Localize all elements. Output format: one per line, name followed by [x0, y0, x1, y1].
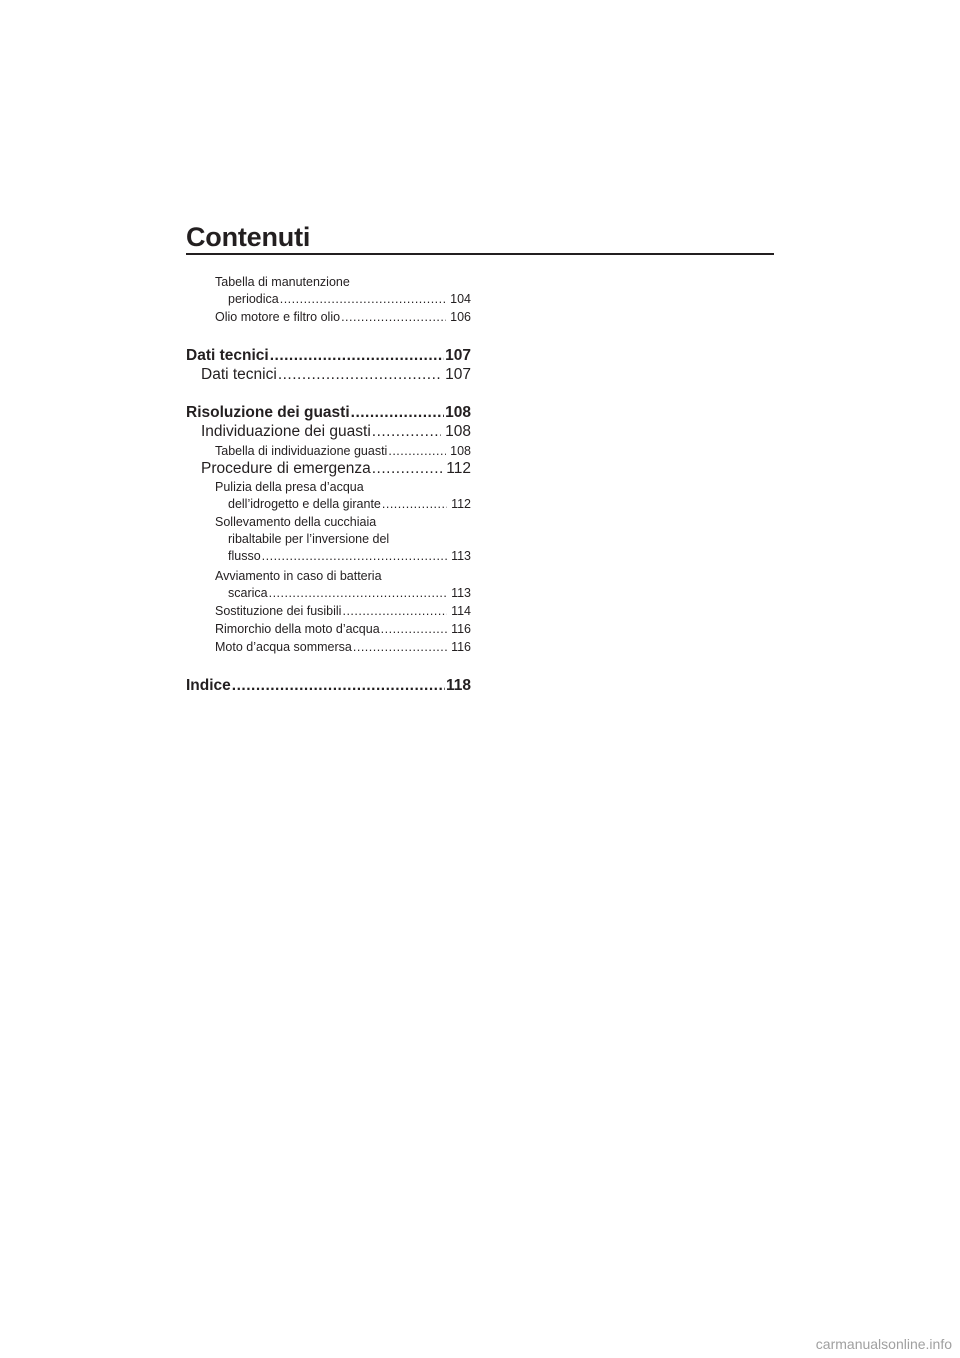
dot-leader — [381, 622, 447, 636]
toc-entry-olio-motore[interactable] — [186, 310, 471, 324]
title-rule — [186, 253, 774, 255]
toc-section-label: Risoluzione dei guasti — [186, 404, 350, 421]
dot-leader — [353, 640, 447, 654]
dot-leader — [372, 460, 443, 478]
toc-entry-label: Rimorchio della moto d’acqua — [215, 622, 380, 636]
dot-leader — [269, 586, 447, 600]
toc-section-dati-tecnici[interactable] — [186, 347, 471, 365]
toc-section-label: Dati tecnici — [186, 347, 269, 364]
toc-entry-avviamento-line1[interactable]: Avviamento in caso di batteria — [215, 569, 382, 583]
toc-entry-label: dell’idrogetto e della girante — [228, 497, 381, 511]
toc-page-number: 108 — [445, 423, 471, 440]
toc-page-number: 104 — [450, 292, 471, 306]
dot-leader — [388, 444, 446, 458]
toc-entry-tabella-manutenzione-line1[interactable]: Tabella di manutenzione — [215, 275, 350, 289]
toc-entry-label: scarica — [228, 586, 268, 600]
dot-leader — [280, 292, 446, 306]
toc-page-number: 116 — [451, 622, 471, 636]
toc-page-number: 113 — [451, 549, 471, 563]
toc-page-number: 107 — [445, 347, 471, 364]
page-title: Contenuti — [186, 222, 311, 252]
footer-watermark: carmanualsonline.info — [815, 1336, 952, 1352]
toc-page-number: 108 — [445, 404, 471, 421]
toc-entry-pulizia-presa-line1[interactable]: Pulizia della presa d’acqua — [215, 480, 364, 494]
toc-page-number: 116 — [451, 640, 471, 654]
toc-page-number: 114 — [451, 604, 471, 618]
toc-entry-label: Sostituzione dei fusibili — [215, 604, 342, 618]
toc-page-number: 113 — [451, 586, 471, 600]
dot-leader — [342, 604, 447, 618]
toc-entry-sollevamento-line1[interactable]: Sollevamento della cucchiaia — [215, 515, 377, 529]
dot-leader — [232, 677, 445, 695]
toc-page-number: 118 — [445, 677, 471, 694]
toc-entry-dati-tecnici[interactable] — [186, 366, 471, 384]
dot-leader — [351, 404, 444, 422]
toc-entry-procedure-emergenza[interactable] — [186, 460, 471, 478]
toc-section-label: Indice — [186, 677, 231, 694]
toc-entry-label: flusso — [228, 549, 261, 563]
toc-entry-label: Procedure di emergenza — [201, 460, 371, 477]
toc-page-number: 112 — [451, 497, 471, 511]
toc-entry-label: Moto d’acqua sommersa — [215, 640, 352, 654]
toc-page-number: 112 — [446, 460, 471, 477]
dot-leader — [372, 423, 441, 441]
toc-entry-sostituzione-fusibili[interactable] — [186, 604, 471, 618]
dot-leader — [382, 497, 447, 511]
toc-section-indice[interactable] — [186, 677, 471, 695]
toc-entry-tabella-manutenzione[interactable] — [186, 292, 471, 306]
toc-entry-label: Tabella di individuazione guasti — [215, 444, 388, 458]
toc-entry-sollevamento-line2[interactable]: ribaltabile per l’inversione del — [228, 532, 390, 546]
toc-entry-label: Individuazione dei guasti — [201, 423, 371, 440]
toc-entry-label: periodica — [228, 292, 279, 306]
toc-page-number: 106 — [450, 310, 471, 324]
dot-leader — [262, 549, 447, 563]
toc-entry-moto-sommersa[interactable] — [186, 640, 471, 654]
toc-entry-tabella-individuazione[interactable] — [186, 444, 471, 458]
toc-page-number: 108 — [450, 444, 471, 458]
toc-entry-rimorchio[interactable] — [186, 622, 471, 636]
toc-entry-label: Olio motore e filtro olio — [215, 310, 341, 324]
toc-section-risoluzione-guasti[interactable] — [186, 404, 471, 422]
toc-entry-pulizia-presa[interactable] — [186, 497, 471, 511]
dot-leader — [278, 366, 441, 384]
toc-page-number: 107 — [445, 366, 471, 383]
dot-leader — [270, 347, 444, 365]
dot-leader — [341, 310, 446, 324]
toc-entry-sollevamento[interactable] — [186, 549, 471, 563]
toc-entry-individuazione-guasti[interactable] — [186, 423, 471, 441]
toc-entry-label: Dati tecnici — [201, 366, 277, 383]
toc-entry-avviamento[interactable] — [186, 586, 471, 600]
